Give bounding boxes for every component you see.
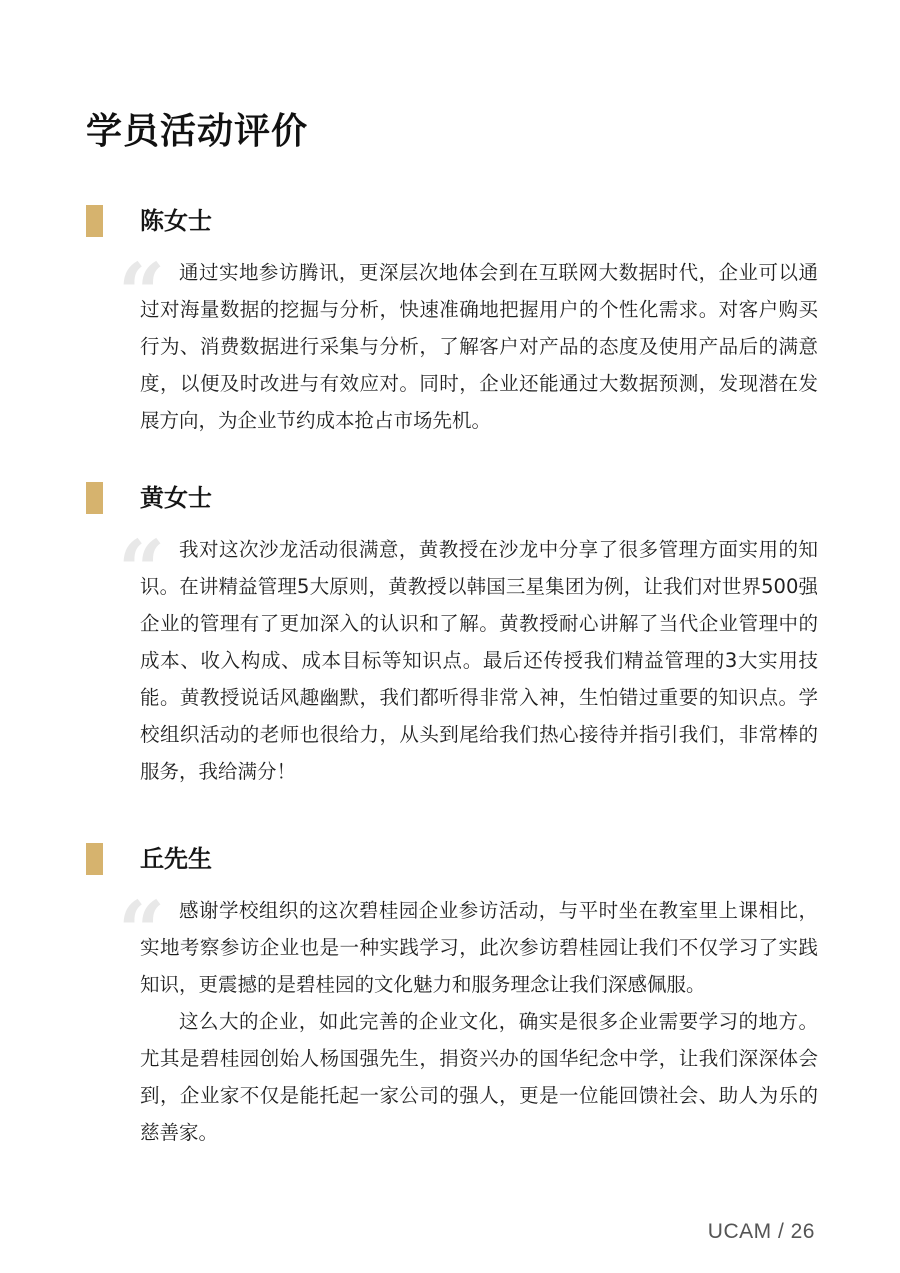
- testimonial-header: [86, 843, 846, 877]
- quote-mark-icon: “: [118, 884, 158, 980]
- testimonial-huang: [86, 482, 846, 790]
- testimonial-body: [140, 254, 818, 439]
- testimonial-qiu: [86, 843, 846, 1151]
- testimonial-body: [140, 892, 818, 1151]
- testimonial-header: [86, 482, 846, 516]
- testimonial-body: [140, 531, 818, 790]
- testimonial-name: 黄女士: [140, 484, 212, 512]
- testimonial-name: 陈女士: [140, 207, 212, 235]
- section-marker: [86, 205, 103, 237]
- page-title: 学员活动评价: [86, 111, 309, 152]
- testimonial-paragraph: 通过实地参访腾讯，更深层次地体会到在互联网大数据时代，企业可以通过对海量数据的挖掘与分析，快速准确地把握用户的个性化需求。对客户购买行为、消费数据进行采集与分析，了解客户对产品的态度及使用产品后的满意度，以便及时改进与有效应对。同时，企业还能通过大数据预测，发现潜在发展方向，为企业节约成本抢占市场先机。: [140, 261, 818, 432]
- quote-mark-icon: “: [118, 246, 158, 342]
- testimonial-header: [86, 205, 846, 239]
- page-number: UCAM / 26: [707, 1220, 815, 1243]
- testimonial-chen: [86, 205, 846, 439]
- section-marker: [86, 482, 103, 514]
- testimonial-paragraph: 这么大的企业，如此完善的企业文化，确实是很多企业需要学习的地方。尤其是碧桂园创始人杨国强先生，捐资兴办的国华纪念中学，让我们深深体会到，企业家不仅是能托起一家公司的强人，更是一位能回馈社会、助人为乐的慈善家。: [140, 1010, 818, 1144]
- testimonial-name: 丘先生: [140, 845, 212, 873]
- testimonial-paragraph: 我对这次沙龙活动很满意，黄教授在沙龙中分享了很多管理方面实用的知识。在讲精益管理5大原则，黄教授以韩国三星集团为例，让我们对世界500强企业的管理有了更加深入的认识和了解。黄教授耐心讲解了当代企业管理中的成本、收入构成、成本目标等知识点。最后还传授我们精益管理的3大实用技能。黄教授说话风趣幽默，我们都听得非常入神，生怕错过重要的知识点。学校组织活动的老师也很给力，从头到尾给我们热心接待并指引我们，非常棒的服务，我给满分！: [140, 538, 818, 783]
- quote-mark-icon: “: [118, 523, 158, 619]
- testimonial-paragraph: 感谢学校组织的这次碧桂园企业参访活动，与平时坐在教室里上课相比，实地考察参访企业也是一种实践学习，此次参访碧桂园让我们不仅学习了实践知识，更震撼的是碧桂园的文化魅力和服务理念让我们深感佩服。: [140, 899, 818, 996]
- section-marker: [86, 843, 103, 875]
